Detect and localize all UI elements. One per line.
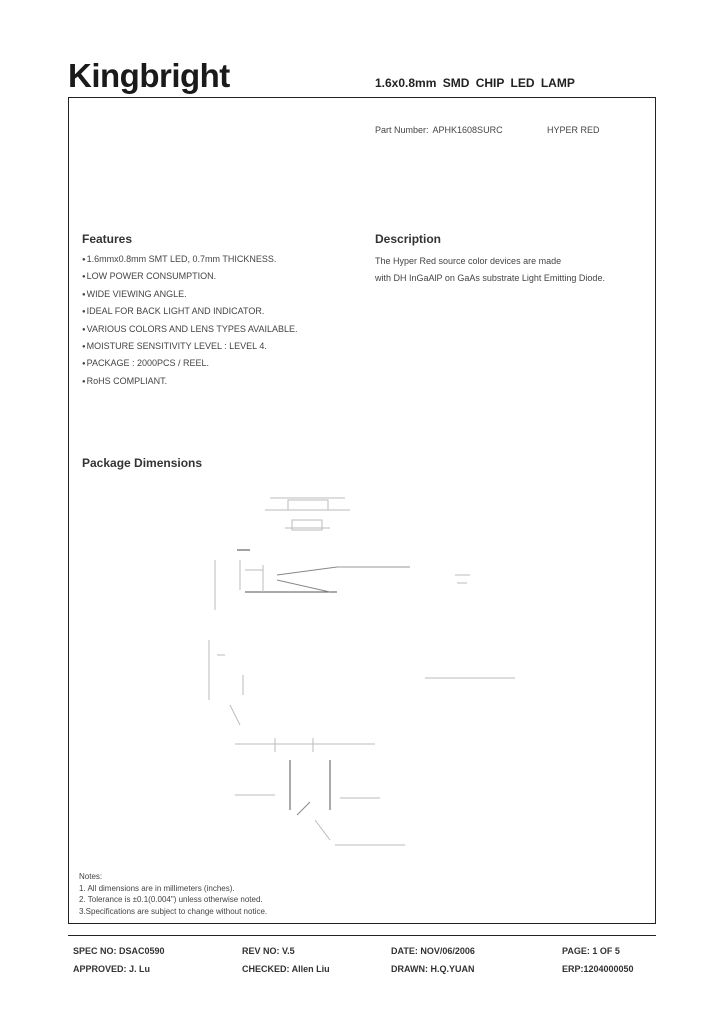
part-number-value: APHK1608SURC [432,125,503,135]
features-list [82,253,298,392]
feature-item: ● 1.6mmx0.8mm SMT LED, 0.7mm THICKNESS. [82,253,298,270]
notes-heading: Notes: [79,872,103,881]
part-number-line [375,125,600,135]
part-color: HYPER RED [547,125,600,135]
page-number: PAGE: 1 OF 5 [562,946,620,956]
package-dimension-drawing [195,480,525,860]
part-number-label: Part Number: [375,125,429,135]
features-heading: Features [82,232,133,246]
revision-number: REV NO: V.5 [242,946,295,956]
brand-logo: Kingbright [68,57,230,94]
description-line: The Hyper Red source color devices are made [375,256,562,266]
checked-by: CHECKED: Allen Liu [242,964,330,974]
description-line: with DH InGaAlP on GaAs substrate Light Emitting Diode. [375,273,605,283]
drawn-by: DRAWN: H.Q.YUAN [391,964,475,974]
footer-divider [68,935,656,936]
note-line: 1. All dimensions are in millimeters (inches). [79,883,235,893]
approved-by: APPROVED: J. Lu [73,964,151,974]
document-title: 1.6x0.8mm SMD CHIP LED LAMP [375,76,575,90]
erp-number: ERP:1204000050 [562,964,634,974]
document-date: DATE: NOV/06/2006 [391,946,475,956]
package-dimensions-heading: Package Dimensions [82,456,203,470]
feature-item: ● MOISTURE SENSITIVITY LEVEL : LEVEL 4. [82,340,298,357]
feature-item: ● WIDE VIEWING ANGLE. [82,288,298,305]
description-text [375,253,605,287]
feature-item: ● LOW POWER CONSUMPTION. [82,270,298,287]
spec-number: SPEC NO: DSAC0590 [73,946,165,956]
feature-item: ● PACKAGE : 2000PCS / REEL. [82,357,298,374]
feature-item: ● IDEAL FOR BACK LIGHT AND INDICATOR. [82,305,298,322]
feature-item: ● VARIOUS COLORS AND LENS TYPES AVAILABLE. [82,323,298,340]
description-heading: Description [375,232,442,246]
note-line: 2. Tolerance is ±0.1(0.004") unless otherwise noted. [79,895,263,904]
note-line: 3.Specifications are subject to change without notice. [79,906,268,916]
notes-section [79,871,267,917]
feature-item: ● RoHS COMPLIANT. [82,375,298,392]
